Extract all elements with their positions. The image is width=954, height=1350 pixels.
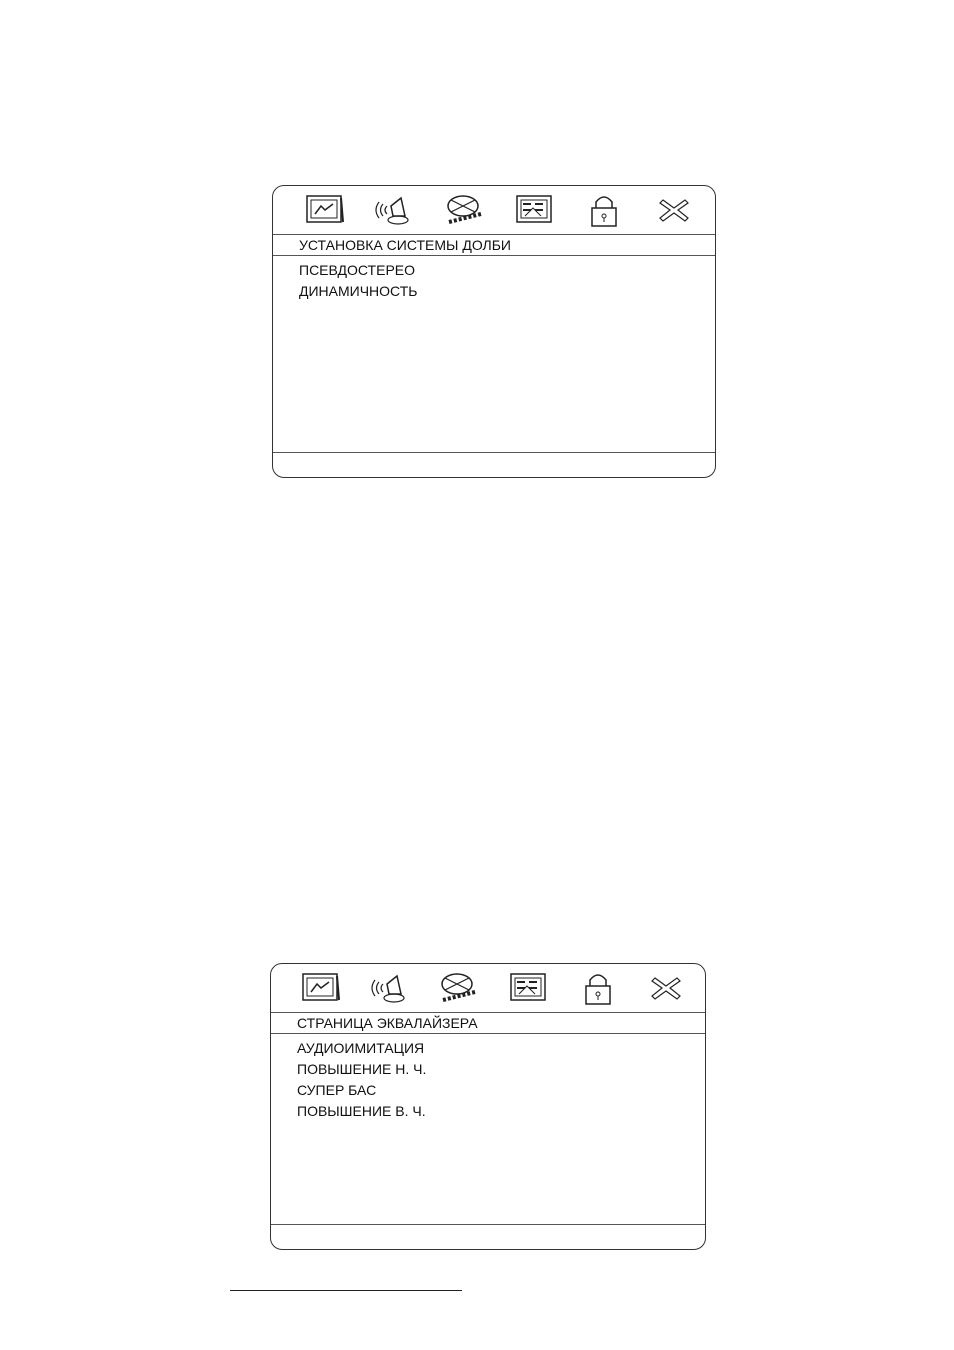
- menu-items: [297, 1038, 426, 1122]
- menu-item-pseudostereo[interactable]: ПСЕВДОСТЕРЕО: [299, 262, 416, 278]
- picture-settings-icon[interactable]: [513, 192, 555, 228]
- speaker-audio-icon[interactable]: [367, 970, 409, 1006]
- picture-settings-icon[interactable]: [507, 970, 549, 1006]
- equalizer-menu: [270, 963, 706, 1250]
- close-x-icon[interactable]: [653, 192, 695, 228]
- menu-item-treble-boost[interactable]: ПОВЫШЕНИЕ В. Ч.: [297, 1103, 426, 1119]
- menu-items: [299, 260, 417, 302]
- menu-title-band: [273, 234, 715, 256]
- menu-footer-divider: [273, 452, 715, 453]
- speaker-audio-icon[interactable]: [371, 192, 413, 228]
- menu-item-dynamics[interactable]: ДИНАМИЧНОСТЬ: [299, 283, 418, 299]
- menu-item-super-bass[interactable]: СУПЕР БАС: [297, 1082, 377, 1098]
- menu-item-bass-boost[interactable]: ПОВЫШЕНИЕ Н. Ч.: [297, 1061, 427, 1077]
- padlock-icon[interactable]: [583, 192, 625, 228]
- tv-setup-icon[interactable]: [299, 970, 341, 1006]
- menu-icon-bar: [271, 964, 705, 1012]
- menu-title: УСТАНОВКА СИСТЕМЫ ДОЛБИ: [299, 237, 511, 253]
- menu-title: СТРАНИЦА ЭКВАЛАЙЗЕРА: [297, 1015, 478, 1031]
- close-x-icon[interactable]: [645, 970, 687, 1006]
- menu-footer-divider: [271, 1224, 705, 1225]
- dolby-setup-menu: [272, 185, 716, 478]
- tv-setup-icon[interactable]: [303, 192, 345, 228]
- padlock-icon[interactable]: [577, 970, 619, 1006]
- footnote-rule: [230, 1290, 462, 1291]
- film-reel-icon[interactable]: [437, 970, 479, 1006]
- menu-icon-bar: [273, 186, 715, 234]
- menu-item-audio-imitation[interactable]: АУДИОИМИТАЦИЯ: [297, 1040, 425, 1056]
- film-reel-icon[interactable]: [443, 192, 485, 228]
- menu-title-band: [271, 1012, 705, 1034]
